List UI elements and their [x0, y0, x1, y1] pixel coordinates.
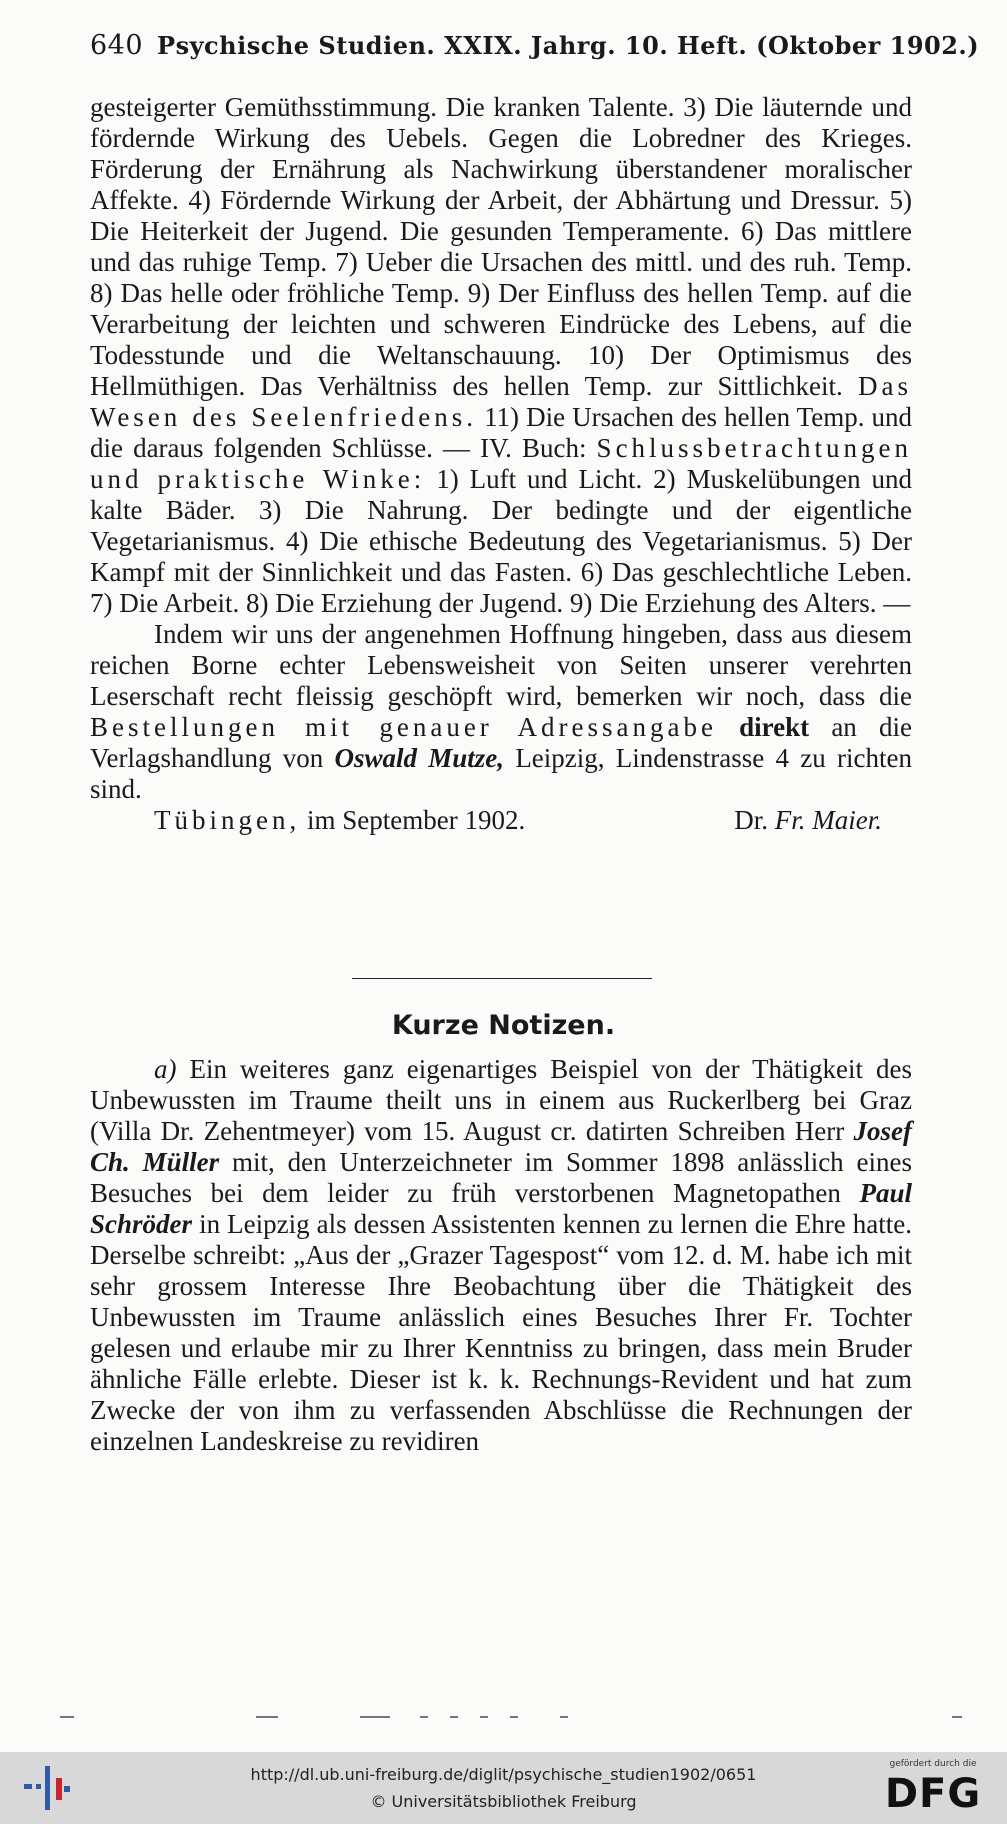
notice-text-1: Ein weiteres ganz eigenartiges Beispiel von der Thätigkeit des Unbewussten im Traume theilt uns in einem aus Ruckerlberg bei Graz (Villa Dr. Zehentmeyer) vom 15. August cr. datirten Schreiben Herr: [90, 1054, 912, 1146]
section-title: Kurze Notizen.: [391, 1010, 616, 1041]
paragraph-contents: [90, 92, 912, 619]
dfg-logo-icon: DFG: [884, 1771, 982, 1817]
notice-text-3: in Leipzig als dessen Assistenten kennen zu lernen die Ehre hatte. Derselbe schreibt: „Aus der „Grazer Tagespost“ vom 12. d. M. habe ich mit sehr grossem Interesse Ihre Beobachtung über die Thätigkeit des Unbewussten im Traume anlässlich eines Besuches Ihrer Fr. Tochter gelesen und erlaube mir zu Ihrer Kenntniss zu bringen, dass mein Bruder ähnliche Fälle erlebte. Dieser ist k. k. Rechnungs-Revident und hat zum Zwecke der von ihm zu verfassenden Abschlüsse die Rechnungen der einzelnen Landeskreise zu revidiren: [90, 1209, 913, 1456]
main-text: [90, 92, 912, 836]
signature-line: [90, 805, 912, 836]
running-title: Psychische Studien. XXIX. Jahrg. 10. Heft. (Oktober 1902.): [157, 31, 980, 60]
page-number: 640: [90, 30, 144, 61]
copyright-text: © Universitätsbibliothek Freiburg: [370, 1792, 637, 1811]
source-url-link[interactable]: http://dl.ub.uni-freiburg.de/diglit/psychische_studien1902/0651: [250, 1765, 757, 1784]
announcement-text-3: Leipzig, Lindenstrasse 4 zu richten sind.: [90, 743, 912, 804]
signature-place-date: Tübingen, im September 1902.: [154, 805, 526, 835]
section-divider: [352, 978, 652, 979]
announcement-spaced: Bestellungen mit genauer Adressangabe: [90, 712, 717, 742]
announcement-text-2: an die Verlagshandlung von: [90, 712, 912, 773]
scan-specks: [60, 1716, 960, 1726]
person-name-2: Paul Schröder: [90, 1178, 913, 1239]
contents-text-3: 1) Luft und Licht. 2) Muskelübungen und kalte Bäder. 3) Die Nahrung. Der bedingte und der eigentliche Vegetarianismus. 4) Die ethische Bedeutung des Vegetarianismus. 5) Der Kampf mit der Sinnlichkeit und das Fasten. 6) Das geschlechtliche Leben. 7) Die Arbeit. 8) Die Erziehung der Jugend. 9) Die Erziehung des Alters. —: [90, 464, 913, 618]
announcement-text-1: Indem wir uns der angenehmen Hoffnung hingeben, dass aus diesem reichen Borne echter Lebensweisheit von Seiten unserer verehrten Leserschaft recht fleissig geschöpft wird, bemerken wir noch, dass die: [90, 619, 912, 711]
paragraph-notice-a: [90, 1054, 912, 1457]
contents-text-2: 11) Die Ursachen des hellen Temp. und die daraus folgenden Schlüsse. — IV. Buch:: [90, 402, 912, 463]
notice-label: a): [154, 1054, 177, 1084]
dfg-note: gefördert durch die: [889, 1759, 977, 1769]
publisher-name: Oswald Mutze,: [334, 743, 505, 773]
viewer-footer: [0, 1752, 1007, 1824]
paragraph-announcement: [90, 619, 912, 805]
notice-text-2: mit, den Unterzeichneter im Sommer 1898 anlässlich eines Besuches bei dem leider zu früh verstorbenen Magnetopathen: [90, 1147, 913, 1208]
person-name-1: Josef Ch. Müller: [90, 1116, 912, 1177]
running-header: [90, 30, 980, 61]
announcement-bold: direkt: [739, 712, 810, 742]
notice-text: [90, 1054, 912, 1457]
signature-author: Dr. Fr. Maier.: [734, 805, 882, 835]
contents-spaced-2: Schlussbetrachtungen und praktische Winke:: [90, 433, 912, 494]
contents-text-1: gesteigerter Gemüthsstimmung. Die kranken Talente. 3) Die läuternde und fördernde Wirkung des Uebels. Gegen die Lobredner des Krieges. Förderung der Ernährung als Nachwirkung überstandener moralischer Affekte. 4) Fördernde Wirkung der Arbeit, der Abhärtung und Dressur. 5) Die Heiterkeit der Jugend. Die gesunden Temperamente. 6) Das mittlere und das ruhige Temp. 7) Ueber die Ursachen des mittl. und des ruh. Temp. 8) Das helle oder fröhliche Temp. 9) Der Einfluss des hellen Temp. auf die Verarbeitung der leichten und schweren Eindrücke des Lebens, auf die Todesstunde und die Weltanschauung. 10) Der Optimismus des Hellmüthigen. Das Verhältniss des hellen Temp. zur Sittlichkeit.: [90, 92, 912, 401]
contents-spaced-1: Das Wesen des Seelenfriedens.: [90, 371, 912, 432]
